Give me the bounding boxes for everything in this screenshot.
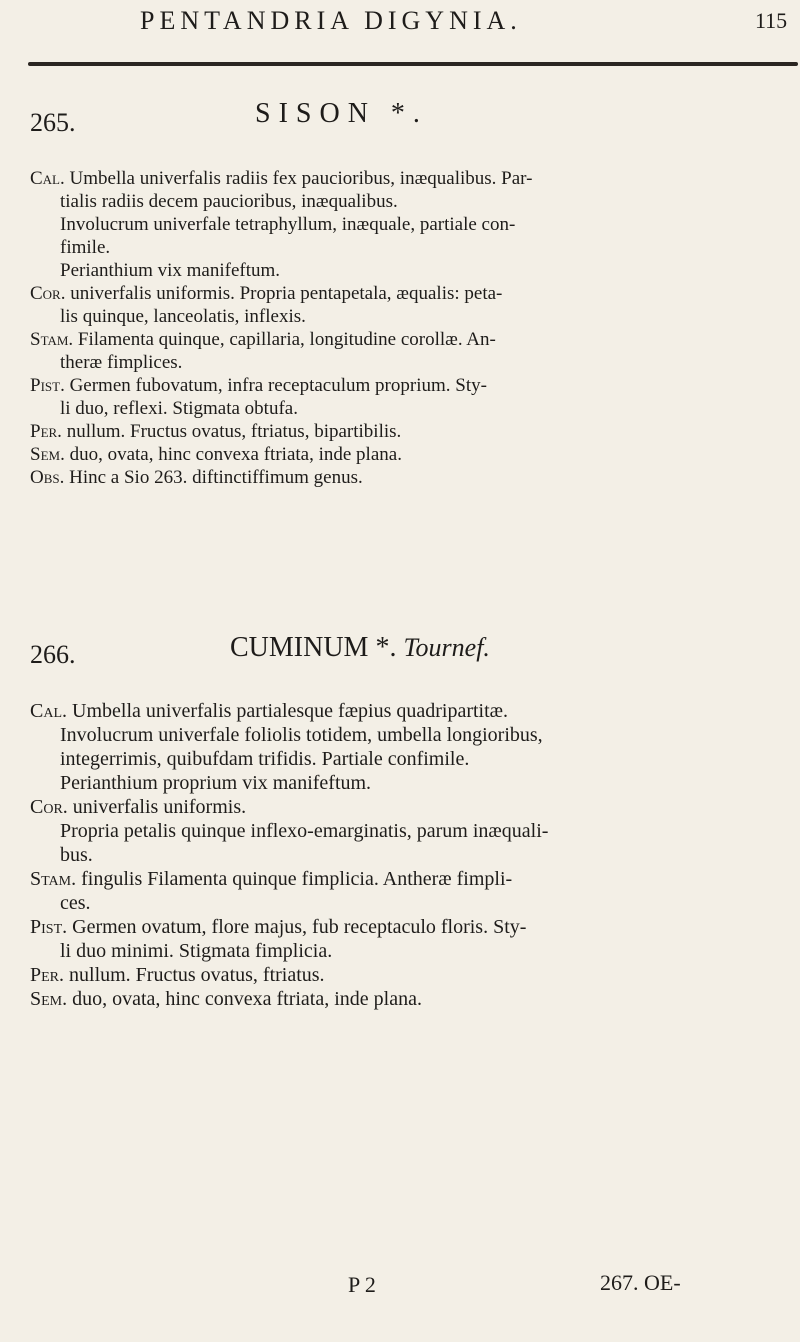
line-text: Perianthium vix manifeftum. (60, 260, 281, 281)
line-label: Obs. (30, 467, 65, 488)
section-title-text: CUMINUM *. (230, 632, 397, 663)
line-text: tialis radiis decem paucioribus, inæqualibus. (60, 191, 398, 212)
line-label: Pist. (30, 375, 65, 396)
line-text: fingulis Filamenta quinque fimplicia. Antheræ fimpli- (81, 868, 513, 890)
header-rule (28, 62, 798, 66)
text-line (60, 820, 548, 842)
text-line (30, 796, 246, 818)
section-author: Tournef. (403, 633, 490, 662)
line-text: li duo, reflexi. Stigmata obtufa. (60, 398, 298, 419)
signature-mark: P 2 (348, 1272, 376, 1297)
line-label: Per. (30, 421, 62, 442)
line-text: lis quinque, lanceolatis, inflexis. (60, 306, 306, 327)
line-text: nullum. Fructus ovatus, ftriatus, bipartibilis. (66, 421, 402, 442)
text-line (60, 260, 280, 282)
text-line (60, 772, 371, 794)
text-line (60, 237, 110, 259)
text-line (30, 168, 532, 190)
line-text: Propria petalis quinque inflexo-emarginatis, parum inæquali- (60, 820, 549, 842)
line-label: Cal. (30, 700, 68, 722)
line-text: duo, ovata, hinc convexa ftriata, inde plana. (69, 444, 402, 465)
text-line (60, 306, 306, 328)
text-line (60, 352, 182, 374)
text-line (30, 444, 402, 466)
running-title: PENTANDRIA DIGYNIA. (140, 6, 522, 35)
text-line (30, 375, 487, 397)
section-title (230, 632, 490, 664)
line-label: Stam. (30, 868, 77, 890)
catchword: 267. OE- (600, 1270, 681, 1295)
section-number: 266. (30, 640, 76, 669)
line-label: Sem. (30, 988, 68, 1010)
line-text: ces. (60, 892, 91, 914)
line-text: fimile. (60, 237, 111, 258)
line-text: Filamenta quinque, capillaria, longitudine corollæ. An- (77, 329, 496, 350)
line-label: Pist. (30, 916, 68, 938)
text-line (30, 467, 363, 489)
text-line (60, 191, 398, 213)
line-text: li duo minimi. Stigmata fimplicia. (60, 940, 333, 962)
line-text: theræ fimplices. (60, 352, 183, 373)
text-line (30, 964, 325, 986)
line-text: univerfalis uniformis. (72, 796, 247, 818)
text-line (60, 724, 543, 746)
text-line (60, 844, 93, 866)
line-label: Sem. (30, 444, 65, 465)
text-line (30, 988, 422, 1010)
line-text: duo, ovata, hinc convexa ftriata, inde plana. (72, 988, 422, 1010)
line-text: univerfalis uniformis. Propria pentapetala, æqualis: peta- (70, 283, 503, 304)
text-line (60, 398, 298, 420)
line-text: Perianthium proprium vix manifeftum. (60, 772, 372, 794)
line-text: Umbella univerfalis radiis fex paucioribus, inæqualibus. Par- (69, 168, 533, 189)
line-label: Per. (30, 964, 65, 986)
line-label: Cal. (30, 168, 65, 189)
line-text: Hinc a Sio 263. diftinctiffimum genus. (69, 467, 363, 488)
line-text: Germen fubovatum, infra receptaculum proprium. Sty- (69, 375, 487, 396)
text-line (60, 892, 91, 914)
section-title: SISON *. (255, 98, 428, 129)
text-line (30, 421, 401, 443)
text-line (60, 214, 515, 236)
section-number: 265. (30, 108, 76, 137)
text-line (30, 700, 508, 722)
text-line (30, 329, 496, 351)
text-line (30, 283, 502, 305)
text-line (60, 748, 469, 770)
text-line (30, 916, 526, 938)
line-label: Stam. (30, 329, 74, 350)
line-text: Umbella univerfalis partialesque fæpius quadripartitæ. (72, 700, 509, 722)
line-text: Involucrum univerfale tetraphyllum, inæquale, partiale con- (60, 214, 516, 235)
line-text: bus. (60, 844, 93, 866)
line-text: nullum. Fructus ovatus, ftriatus. (69, 964, 325, 986)
line-text: integerrimis, quibufdam trifidis. Partiale confimile. (60, 748, 470, 770)
line-text: Involucrum univerfale foliolis totidem, umbella longioribus, (60, 724, 543, 746)
text-line (60, 940, 332, 962)
text-line (30, 868, 512, 890)
line-label: Cor. (30, 796, 68, 818)
line-text: Germen ovatum, flore majus, fub receptaculo floris. Sty- (72, 916, 527, 938)
line-label: Cor. (30, 283, 66, 304)
page-number: 115 (755, 8, 788, 33)
